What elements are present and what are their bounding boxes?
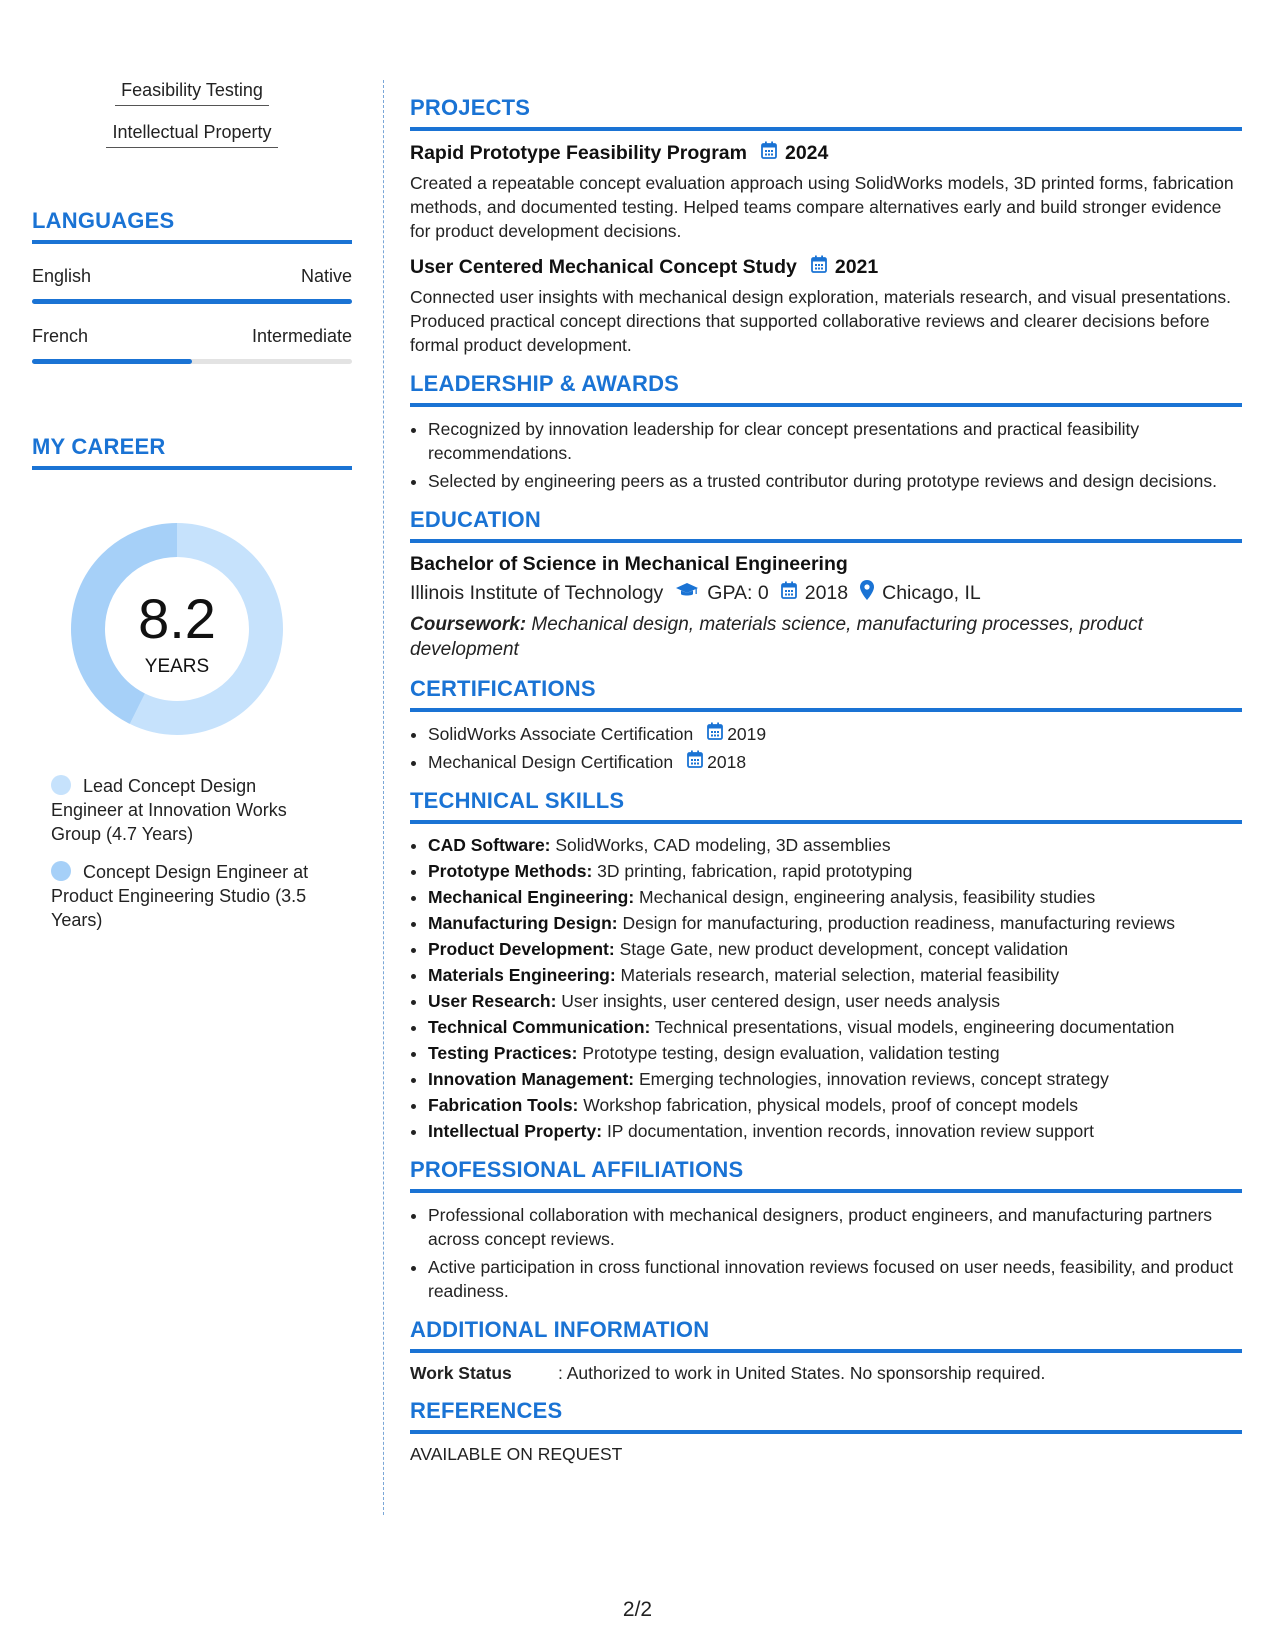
skill-list: Mechanical design, engineering analysis, feasibility studies: [634, 887, 1096, 907]
skill-category: Fabrication Tools:: [428, 1095, 579, 1115]
language-level: Native: [300, 266, 352, 286]
skill-list: Materials research, material selection, material feasibility: [615, 965, 1060, 985]
career-legend: [32, 774, 352, 932]
calendar-icon: [781, 581, 797, 605]
certification-year: 2019: [727, 724, 767, 744]
skill-list: IP documentation, invention records, innovation review support: [602, 1121, 1094, 1141]
career-title: MY CAREER: [32, 434, 352, 470]
education-section: [410, 507, 1242, 662]
certification-item: [428, 750, 1242, 774]
projects-title: PROJECTS: [410, 95, 1242, 131]
skill-list: Stage Gate, new product development, concept validation: [614, 939, 1069, 959]
references-title: REFERENCES: [410, 1398, 1242, 1434]
language-proficiency-bar: [32, 299, 352, 304]
certification-name: • SolidWorks Associate Certification: [428, 724, 694, 744]
skill-category: Intellectual Property:: [428, 1121, 603, 1141]
project-year: 2021: [834, 255, 879, 278]
additional-info-section: [410, 1317, 1242, 1384]
skill-list: Technical presentations, visual models, engineering documentation: [650, 1017, 1175, 1037]
skill-tags: [32, 80, 352, 164]
skill-category: Mechanical Engineering:: [428, 887, 635, 907]
certification-item: [428, 722, 1242, 746]
affiliation-item: • Professional collaboration with mechanical designers, product engineers, and manufacturing partners across concept reviews.: [428, 1203, 1242, 1251]
career-donut-chart: [62, 514, 292, 744]
skill-item: [428, 964, 1242, 987]
skill-item: [428, 886, 1242, 909]
skill-category: Product Development:: [428, 939, 615, 959]
skill-tag: Intellectual Property: [106, 122, 277, 148]
career-legend-item: [51, 860, 321, 932]
language-item: [32, 266, 352, 304]
project-description: Created a repeatable concept evaluation approach using SolidWorks models, 3D printed forms, fabrication methods, and documented testing. Helped teams compare alternatives early and build stronger evidence for product development decisions.: [410, 173, 1234, 241]
degree-name: Bachelor of Science in Mechanical Engineering: [410, 553, 848, 575]
skills-section: [410, 788, 1242, 1143]
language-proficiency-fill: [32, 299, 352, 304]
leadership-item: • Selected by engineering peers as a trusted contributor during prototype reviews and design decisions.: [428, 469, 1242, 493]
calendar-icon: [761, 141, 777, 165]
graduation-cap-icon: [675, 581, 699, 605]
career-legend-item: [51, 774, 321, 846]
language-name: French: [32, 326, 89, 346]
calendar-icon: [811, 255, 827, 279]
skill-list: Design for manufacturing, production readiness, manufacturing reviews: [617, 913, 1175, 933]
language-name: English: [32, 266, 92, 286]
language-item: [32, 326, 352, 364]
skill-list: SolidWorks, CAD modeling, 3D assemblies: [550, 835, 891, 855]
languages-section: [32, 208, 352, 364]
language-proficiency-fill: [32, 359, 192, 364]
school-location: Chicago, IL: [882, 581, 981, 604]
skill-category: Manufacturing Design:: [428, 913, 618, 933]
school-name: Illinois Institute of Technology: [410, 581, 664, 604]
references-section: [410, 1398, 1242, 1465]
map-pin-icon: [860, 580, 874, 606]
skill-item: [428, 1068, 1242, 1091]
work-status-row: [410, 1363, 1242, 1384]
skill-category: User Research:: [428, 991, 557, 1011]
project-entry: [410, 255, 1242, 357]
career-section: [32, 434, 352, 932]
skill-category: Prototype Methods:: [428, 861, 593, 881]
career-role-label: Concept Design Engineer at Product Engineering Studio (3.5 Years): [51, 862, 309, 930]
leadership-section: [410, 371, 1242, 493]
work-status-label: Work Status: [410, 1363, 512, 1383]
skill-category: Materials Engineering:: [428, 965, 616, 985]
skill-category: Testing Practices:: [428, 1043, 578, 1063]
certifications-section: [410, 676, 1242, 774]
certifications-title: CERTIFICATIONS: [410, 676, 1242, 712]
education-details: [410, 580, 1242, 606]
career-total-years: 8.2: [138, 587, 216, 650]
gpa-value: GPA: 0: [707, 581, 769, 604]
additional-info-title: ADDITIONAL INFORMATION: [410, 1317, 1242, 1353]
skill-item: [428, 860, 1242, 883]
coursework: [410, 612, 1242, 662]
leadership-title: LEADERSHIP & AWARDS: [410, 371, 1242, 407]
affiliation-item: • Active participation in cross functional innovation reviews focused on user needs, feasibility, and product readiness.: [428, 1255, 1242, 1303]
project-year: 2024: [784, 141, 829, 164]
project-entry: [410, 141, 1242, 243]
skill-item: [428, 912, 1242, 935]
skill-category: CAD Software:: [428, 835, 551, 855]
skills-title: TECHNICAL SKILLS: [410, 788, 1242, 824]
skill-item: [428, 1120, 1242, 1143]
skill-tag: Feasibility Testing: [115, 80, 269, 106]
calendar-icon: [687, 750, 703, 774]
career-role-label: Lead Concept Design Engineer at Innovation Works Group (4.7 Years): [51, 776, 287, 844]
skill-item: [428, 1016, 1242, 1039]
page-number: 2/2: [622, 1598, 653, 1621]
affiliations-title: PROFESSIONAL AFFILIATIONS: [410, 1157, 1242, 1193]
legend-dot: [51, 861, 71, 881]
career-years-unit: YEARS: [144, 656, 210, 677]
affiliations-section: [410, 1157, 1242, 1303]
skill-category: Technical Communication:: [428, 1017, 651, 1037]
coursework-text: Mechanical design, materials science, manufacturing processes, product development: [410, 614, 1143, 660]
language-level: Intermediate: [251, 326, 352, 346]
skill-list: Workshop fabrication, physical models, proof of concept models: [578, 1095, 1079, 1115]
skill-list: User insights, user centered design, user needs analysis: [556, 991, 1000, 1011]
education-title: EDUCATION: [410, 507, 1242, 543]
references-text: AVAILABLE ON REQUEST: [410, 1444, 623, 1464]
project-name: User Centered Mechanical Concept Study: [410, 255, 797, 278]
graduation-year: 2018: [804, 581, 849, 604]
left-column: [32, 80, 352, 946]
skill-item: [428, 1042, 1242, 1065]
calendar-icon: [707, 722, 723, 746]
skill-item: [428, 1094, 1242, 1117]
certification-name: • Mechanical Design Certification: [428, 752, 674, 772]
skill-list: Emerging technologies, innovation reviews, concept strategy: [634, 1069, 1109, 1089]
skill-item: [428, 990, 1242, 1013]
skill-item: [428, 938, 1242, 961]
coursework-label: Coursework:: [410, 614, 527, 635]
right-column: [410, 95, 1242, 1479]
project-name: Rapid Prototype Feasibility Program: [410, 141, 747, 164]
skill-list: Prototype testing, design evaluation, validation testing: [577, 1043, 1000, 1063]
projects-section: [410, 95, 1242, 357]
certification-year: 2018: [707, 752, 747, 772]
languages-title: LANGUAGES: [32, 208, 352, 244]
skill-item: [428, 834, 1242, 857]
language-proficiency-bar: [32, 359, 352, 364]
skill-category: Innovation Management:: [428, 1069, 635, 1089]
skill-list: 3D printing, fabrication, rapid prototyping: [592, 861, 913, 881]
leadership-item: • Recognized by innovation leadership for clear concept presentations and practical feasibility recommendations.: [428, 417, 1242, 465]
project-description: Connected user insights with mechanical design exploration, materials research, and visual presentations. Produced practical concept directions that supported collaborative reviews and clearer decisions before formal product development.: [410, 287, 1231, 355]
column-divider: [383, 80, 384, 1515]
work-status-value: : Authorized to work in United States. No sponsorship required.: [558, 1363, 1046, 1383]
legend-dot: [51, 775, 71, 795]
